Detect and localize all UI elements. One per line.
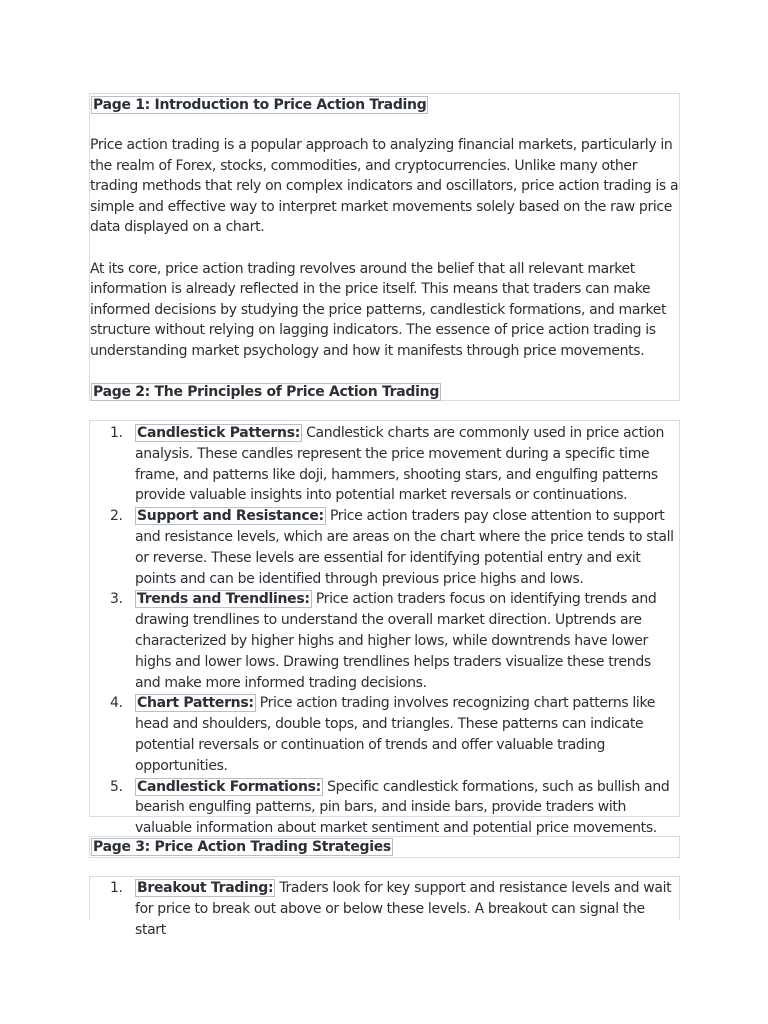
page1-paragraph-1: Price action trading is a popular approach to analyzing financial markets, particularly in the realm of Forex, stocks, commodities, and cryptocurrencies. Unlike many other trading methods that rely on complex indicators and oscillators, price action trading is a simple and effective way to interpret market movements solely based on the raw price data displayed on a chart.: [90, 137, 679, 236]
list-item-text: Price action traders pay close attention to support and resistance levels, which are areas on the chart where the price tends to stall or reverse. These levels are essential for identifying potential entry and exit points and can be identified through previous price highs and lows.: [135, 508, 674, 587]
page2-heading: Page 2: The Principles of Price Action Trading: [93, 383, 440, 400]
list-item-number: 4.: [110, 695, 123, 712]
list-item-text: Traders look for key support and resistance levels and wait for price to break out above or below these levels. A breakout can signal the start: [135, 880, 672, 938]
list-item: [90, 589, 679, 693]
list-item: [90, 777, 679, 839]
list-item-term: Candlestick Formations:: [137, 778, 321, 795]
list-item-number: 1.: [110, 880, 123, 896]
list-item: [90, 878, 679, 940]
list-item-text: Price action traders focus on identifying trends and drawing trendlines to understand the overall market direction. Uptrends are characterized by higher highs and higher lows, while downtrends have lower highs and lower lows. Drawing trendlines helps traders visualize these trends and make more informed trading decisions.: [135, 591, 657, 691]
page3-list-section: [89, 876, 680, 938]
list-item: [90, 506, 679, 589]
list-item: [90, 423, 679, 506]
list-item-text: Candlestick charts are commonly used in price action analysis. These candles represent the price movement during a specific time frame, and patterns like doji, hammers, shooting stars, and engulfing patterns provide valuable insights into potential market reversals or continuations.: [135, 425, 665, 504]
list-item-text: Price action trading involves recognizing chart patterns like head and shoulders, double tops, and triangles. These patterns can indicate potential reversals or continuation of trends and offer valuable trading opportunities.: [135, 695, 655, 774]
list-item-term: Chart Patterns:: [137, 695, 254, 712]
page2-list-section: [89, 420, 680, 837]
list-item-number: 5.: [110, 778, 123, 795]
strategies-list: [90, 878, 679, 940]
principles-list: [90, 423, 679, 839]
page3-heading-section: [89, 836, 680, 858]
page1-section: [89, 93, 680, 401]
list-item-term: Breakout Trading:: [137, 880, 274, 896]
page1-paragraph-2: At its core, price action trading revolves around the belief that all relevant market information is already reflected in the price itself. This means that traders can make informed decisions by studying the price patterns, candlestick formations, and market structure without relying on lagging indicators. The essence of price action trading is understanding market psychology and how it manifests through price movements.: [90, 260, 667, 359]
list-item-term: Trends and Trendlines:: [137, 591, 310, 608]
page1-heading: Page 1: Introduction to Price Action Trading: [93, 97, 427, 113]
list-item-term: Support and Resistance:: [137, 508, 324, 525]
list-item-term: Candlestick Patterns:: [137, 425, 301, 441]
list-item-number: 1.: [110, 425, 123, 441]
list-item-text: Specific candlestick formations, such as bullish and bearish engulfing patterns, pin bars, and inside bars, provide traders with valuable information about market sentiment and potential price movements.: [135, 778, 670, 837]
list-item-number: 3.: [110, 591, 123, 608]
list-item: [90, 693, 679, 776]
page3-heading: Page 3: Price Action Trading Strategies: [93, 839, 391, 855]
list-item-number: 2.: [110, 508, 123, 525]
